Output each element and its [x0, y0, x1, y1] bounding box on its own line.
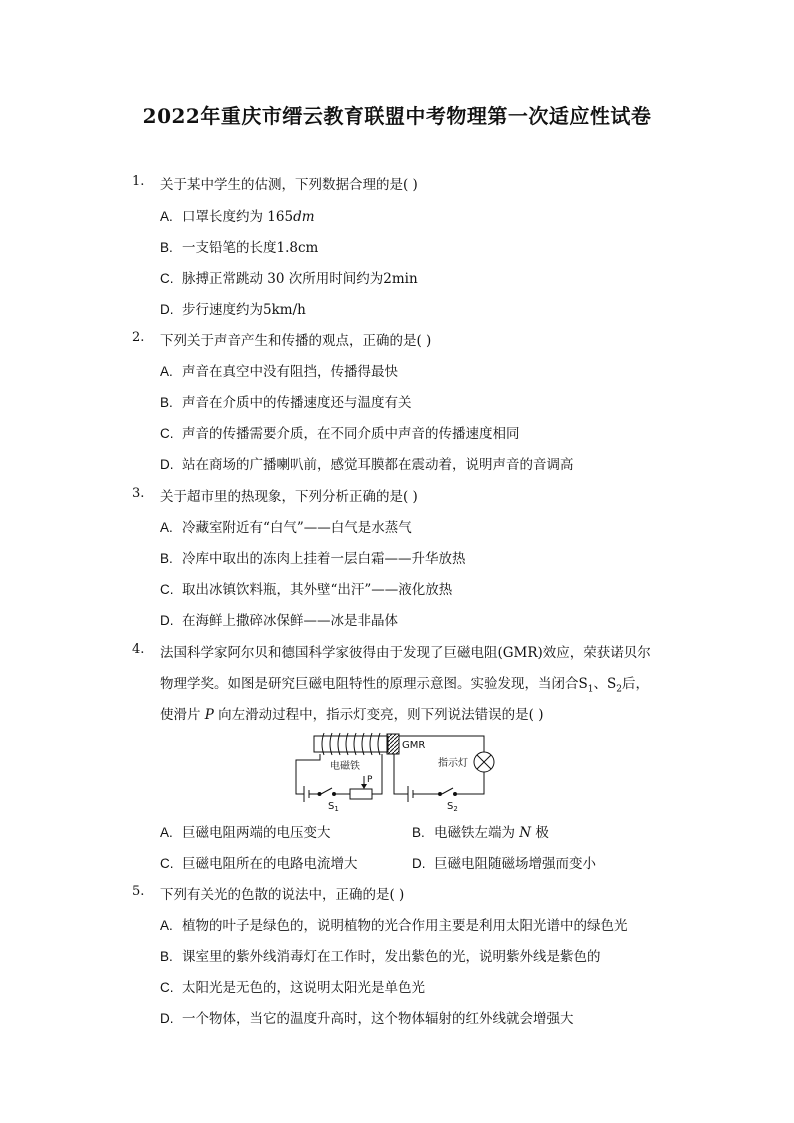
stem-text: 向左滑动过程中，指示灯变亮，则下列说法错误的是( ): [213, 707, 544, 723]
exam-title: 2022年重庆市缙云教育联盟中考物理第一次适应性试卷: [142, 104, 652, 128]
option-text: 课室里的紫外线消毒灯在工作时，发出紫色的光，说明紫外线是紫色的: [182, 949, 601, 965]
option-text: 植物的叶子是绿色的，说明植物的光合作用主要是利用太阳光谱中的绿色光: [182, 918, 628, 934]
option-d: [160, 1007, 574, 1027]
option-a: [160, 205, 315, 225]
option-unit: dm: [293, 209, 315, 225]
stem-text: 、S: [593, 676, 617, 692]
option-b: [160, 945, 601, 965]
option-c: [160, 422, 520, 442]
option-text: 极: [531, 825, 549, 841]
gmr-circuit-diagram: [290, 728, 502, 812]
option-text: 电磁铁左端为: [434, 825, 520, 841]
question-number: 1.: [132, 174, 145, 189]
question-number: 2.: [132, 330, 145, 345]
option-text: 冷库中取出的冻肉上挂着一层白霜——升华放热: [182, 551, 466, 567]
option-text: 取出冰镇饮料瓶，其外壁“出汗”——液化放热: [182, 582, 453, 598]
option-label: B.: [160, 949, 173, 964]
option-text: 站在商场的广播喇叭前，感觉耳膜都在震动着，说明声音的音调高: [182, 457, 574, 473]
option-text: 一支铅笔的长度1.8cm: [182, 240, 319, 256]
option-text: 太阳光是无色的，这说明太阳光是单色光: [182, 980, 425, 996]
option-label: B.: [160, 395, 173, 410]
option-label: D.: [160, 1011, 174, 1026]
option-text: 声音在真空中没有阻挡，传播得最快: [182, 364, 398, 380]
stem-text: 后，: [621, 676, 649, 692]
switch-s2-label: $S_2$: [447, 801, 458, 812]
question-stem-line-1: 法国科学家阿尔贝和德国科学家彼得由于发现了巨磁电阻(GMR)效应，荣获诺贝尔: [160, 645, 651, 661]
question-stem: 下列关于声音产生和传播的观点，正确的是( ): [160, 333, 432, 349]
option-text: 口罩长度约为 165: [182, 209, 294, 225]
option-label: D.: [160, 613, 174, 628]
option-c: [160, 578, 452, 598]
option-d: [160, 453, 574, 473]
question-stem: 下列有关光的色散的说法中，正确的是( ): [160, 887, 405, 903]
option-b: [412, 821, 549, 841]
option-b: [160, 391, 412, 411]
option-label: D.: [160, 457, 174, 472]
option-text: 巨磁电阻所在的电路电流增大: [182, 856, 358, 872]
option-a: [160, 360, 398, 380]
option-b: [160, 547, 466, 567]
option-label: D.: [160, 302, 174, 317]
question-number: 5.: [132, 884, 145, 899]
option-label: A.: [160, 209, 173, 224]
option-label: A.: [160, 825, 173, 840]
switch-s1-label: $S_1$: [328, 801, 339, 812]
question-stem-line-3: [160, 703, 544, 723]
option-label: A.: [160, 520, 173, 535]
option-text: 巨磁电阻两端的电压变大: [182, 825, 331, 841]
electromagnet-core: [314, 736, 388, 752]
option-text: 步行速度约为5km/h: [182, 302, 306, 318]
option-label: C.: [160, 582, 174, 597]
option-text: 在海鲜上撒碎冰保鲜——冰是非晶体: [182, 613, 398, 629]
question-number: 4.: [132, 642, 145, 657]
option-text: 脉搏正常跳动 30 次所用时间约为2min: [182, 271, 418, 287]
option-c: [160, 267, 418, 287]
gmr-element: [387, 734, 399, 754]
pole-symbol: N: [519, 825, 532, 841]
option-c: [160, 976, 425, 996]
option-label: C.: [160, 856, 174, 871]
slider-symbol: P: [204, 707, 214, 723]
question-stem: 关于某中学生的估测，下列数据合理的是( ): [160, 177, 418, 193]
option-text: 巨磁电阻随磁场增强而变小: [434, 856, 596, 872]
question-number: 3.: [132, 486, 145, 501]
option-a: [160, 914, 628, 934]
option-label: A.: [160, 918, 173, 933]
option-a: [160, 821, 331, 841]
indicator-lamp-label: 指示灯: [438, 758, 468, 769]
option-label: D.: [412, 856, 426, 871]
option-label: A.: [160, 364, 173, 379]
question-stem-line-2: [160, 672, 649, 695]
option-label: B.: [412, 825, 425, 840]
subscript: 1: [587, 684, 594, 695]
option-d: [160, 609, 398, 629]
option-a: [160, 516, 412, 536]
option-d: [412, 852, 596, 872]
option-d: [160, 298, 306, 318]
option-label: B.: [160, 240, 173, 255]
option-text: 一个物体，当它的温度升高时，这个物体辐射的红外线就会增强大: [182, 1011, 574, 1027]
slider-label: P: [367, 775, 373, 785]
option-label: C.: [160, 271, 174, 286]
stem-text: 使滑片: [160, 707, 205, 723]
stem-text: 物理学奖。如图是研究巨磁电阻特性的原理示意图。实验发现，当闭合S: [160, 676, 588, 692]
question-stem: 关于超市里的热现象，下列分析正确的是( ): [160, 489, 418, 505]
option-text: 声音的传播需要介质，在不同介质中声音的传播速度相同: [182, 426, 520, 442]
option-c: [160, 852, 358, 872]
option-text: 冷藏室附近有“白气”——白气是水蒸气: [182, 520, 412, 536]
option-label: C.: [160, 426, 174, 441]
option-text: 声音在介质中的传播速度还与温度有关: [182, 395, 412, 411]
subscript: 2: [616, 684, 622, 695]
option-label: C.: [160, 980, 174, 995]
gmr-label: GMR: [402, 740, 426, 751]
option-label: B.: [160, 551, 173, 566]
option-b: [160, 236, 318, 256]
electromagnet-label: 电磁铁: [330, 761, 360, 772]
